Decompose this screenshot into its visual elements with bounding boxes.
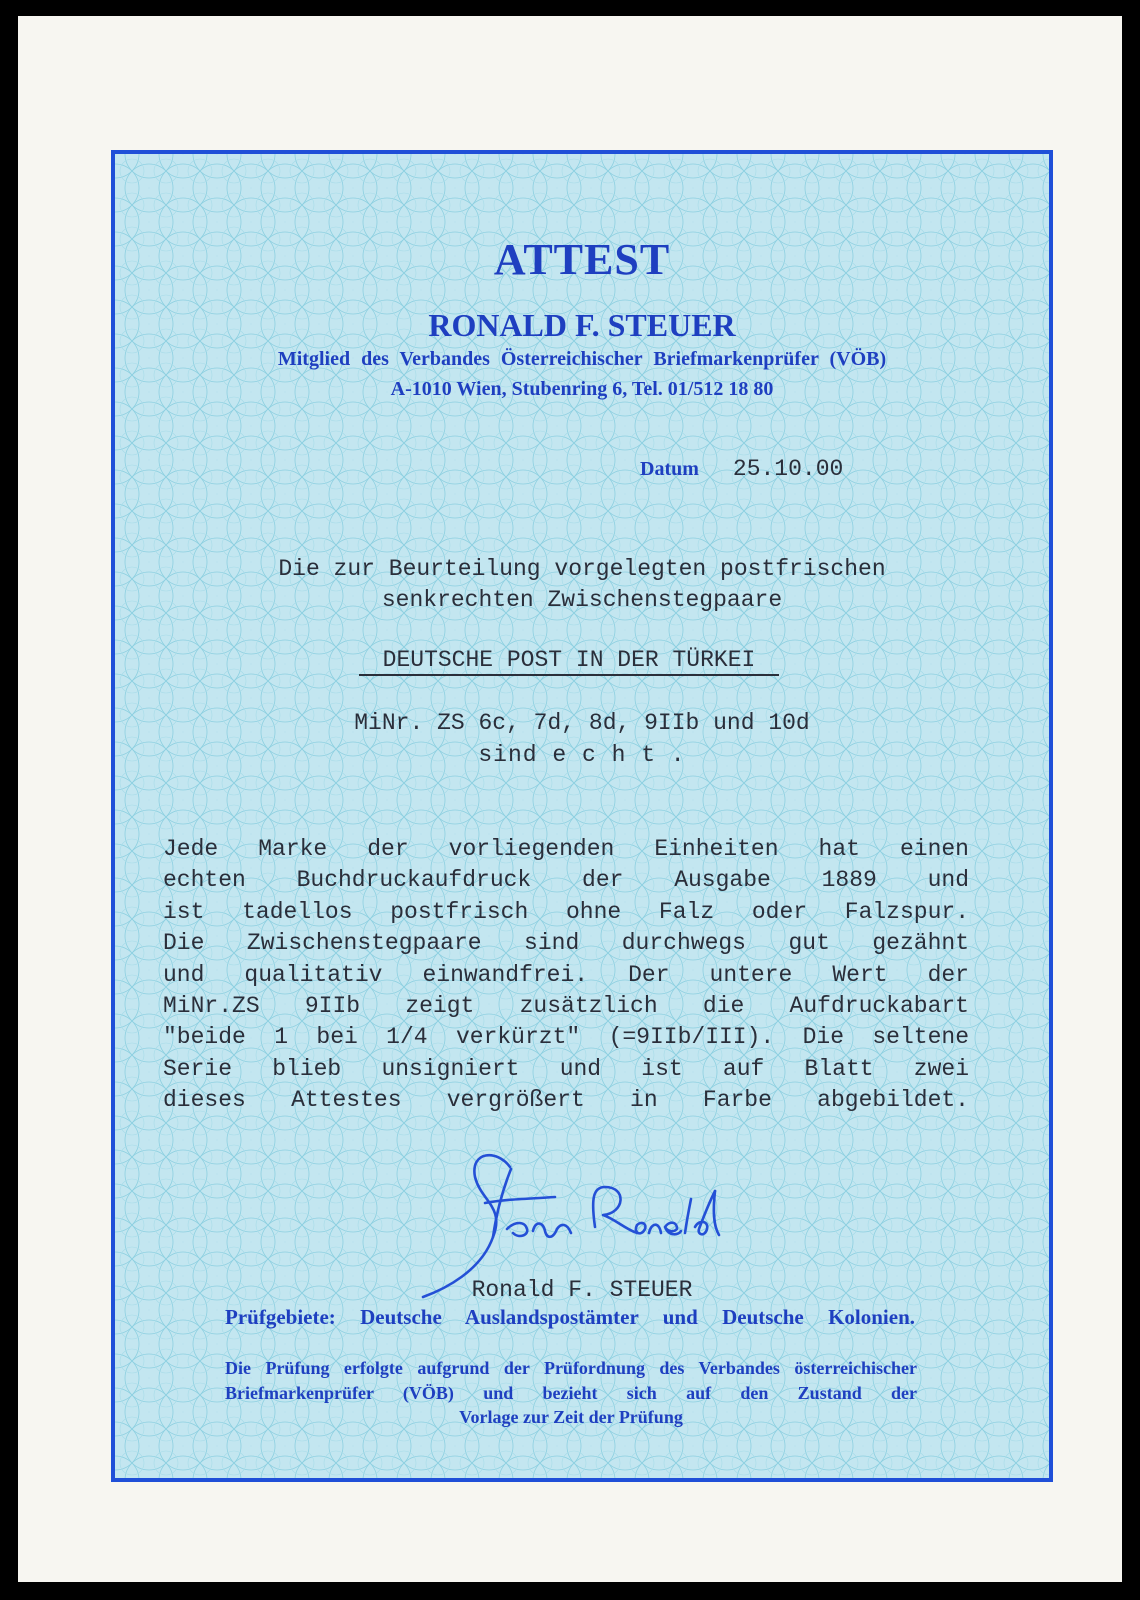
catalog-numbers: MiNr. ZS 6c, 7d, 8d, 9IIb und 10d — [354, 710, 810, 736]
body-line: ist tadellos postfrisch ohne Falz oder Falzspur. — [163, 898, 969, 925]
date-row — [640, 456, 843, 482]
certificate-body — [163, 834, 969, 1117]
fields-of-expertise: Prüfgebiete: Deutsche Auslandspostämter und Deutsche Kolonien. — [225, 1305, 915, 1329]
date-label: Datum — [640, 458, 699, 480]
examiner-name: RONALD F. STEUER — [428, 307, 736, 343]
body-line: "beide 1 bei 1/4 verkürzt" (=9IIb/III). Die seltene — [163, 1024, 969, 1051]
intro-line-1: Die zur Beurteilung vorgelegten postfrischen — [278, 556, 886, 582]
disclaimer-line: Vorlage zur Zeit der Prüfung — [459, 1407, 683, 1427]
body-line: Jede Marke der vorliegenden Einheiten hat einen — [163, 836, 969, 862]
date-value: 25.10.00 — [732, 456, 844, 482]
address-line: A-1010 Wien, Stubenring 6, Tel. 01/512 18 80 — [390, 378, 774, 400]
disclaimer-line: Briefmarkenprüfer (VÖB) und bezieht sich auf den Zustand der — [225, 1382, 917, 1403]
body-line: Serie blieb unsigniert und ist auf Blatt zwei — [163, 1055, 969, 1082]
intro-line-2: senkrechten Zwischenstegpaare — [381, 587, 783, 613]
certificate-frame — [111, 150, 1053, 1482]
country-heading: DEUTSCHE POST IN DER TÜRKEI — [359, 647, 779, 676]
verdict-line: sind e c h t . — [478, 742, 686, 768]
signatory-name: Ronald F. STEUER — [471, 1277, 693, 1303]
certificate-paper — [18, 16, 1122, 1582]
body-line: Die Zwischenstegpaare sind durchwegs gut gezähnt — [163, 930, 969, 957]
disclaimer — [225, 1356, 917, 1430]
body-line: echten Buchdruckaufdruck der Ausgabe 1889 und — [163, 867, 969, 894]
body-line: MiNr.ZS 9IIb zeigt zusätzlich die Aufdruckabart — [163, 992, 969, 1019]
certificate-title: ATTEST — [493, 235, 671, 284]
body-line: dieses Attestes vergrößert in Farbe abgebildet. — [163, 1087, 969, 1114]
disclaimer-line: Die Prüfung erfolgte aufgrund der Prüfordnung des Verbandes österreichischer — [225, 1358, 917, 1378]
body-line: und qualitativ einwandfrei. Der untere Wert der — [163, 961, 969, 988]
membership-line: Mitglied des Verbandes Österreichischer Briefmarkenprüfer (VÖB) — [277, 348, 887, 370]
